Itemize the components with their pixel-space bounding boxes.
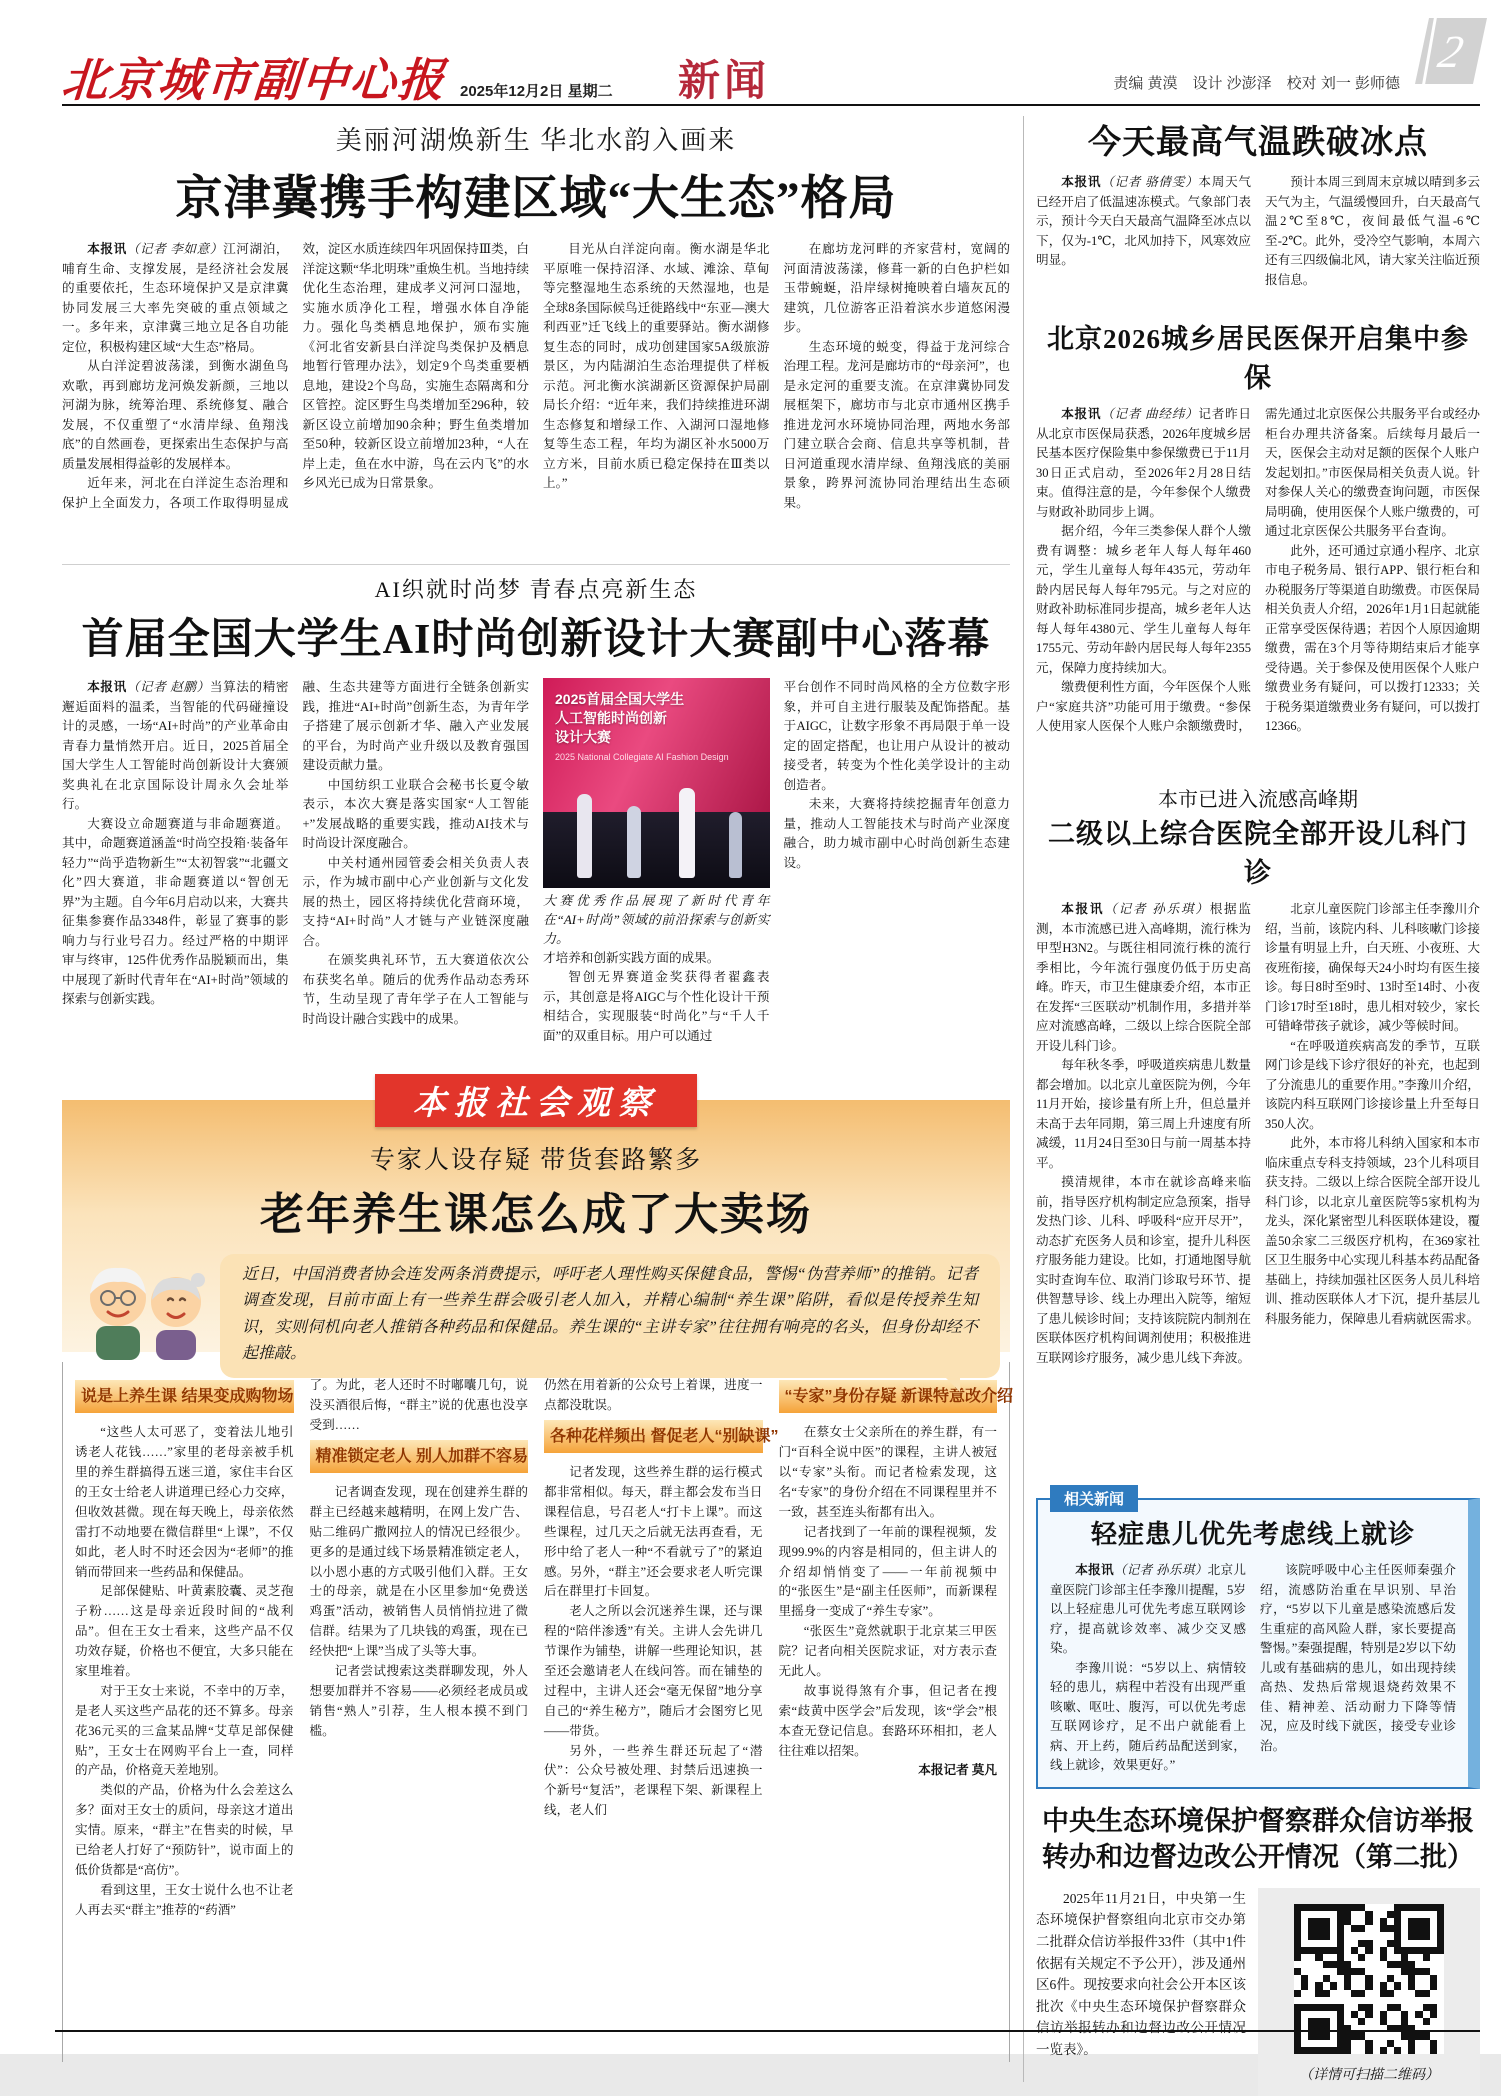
lead-paragraph: 近年来，河北在白洋淀生态治理和保护上全面发力，各项工作取得明显成效，淀区水质连续四年巩固保持Ⅲ类，白洋淀这颗“华北明珠”重焕生机。当地持续优化生态治理，建成孝义河河口湿地，实施水质净化工程，增强水体自净能力。强化鸟类栖息地保护，颁布实施《河北省安新县白洋淀鸟类保护及栖息地暂行管理办法》，划定9个鸟类重要栖息地，建设2个鸟岛，实施生态隔离和分区管控。淀区野生鸟类增加至296种，较新区设立前增加90余种；野生鱼类增加至50种，较新区设立前增加23种，“人在岸上走，鱼在水中游，鸟在云内飞”的水乡风光已成为日常景象。 [62, 242, 529, 510]
flu-paragraph: 此外，本市将儿科纳入国家和本市临床重点专科支持领域，23个儿科项目获支持。二级以上综合医院全部开设儿科门诊，以北京儿童医院等5家机构为龙头，深化紧密型儿科医联体建设，覆盖50余家二三级医疗机构，在369家社区卫生服务中心实现儿科基本药品配备基础上，持续加强社区医务人员儿科培训、推动医联体人才下沉，提升基层儿科服务能力，保障患儿看病就医需求。 [1265, 1136, 1480, 1326]
qr-panel [1258, 1888, 1480, 2096]
photo-screen-line3: 设计大赛 [555, 728, 611, 745]
observer-continued-text: 了。为此，老人还时不时嘟囔几句，说没买酒很后悔，“群主”说的优惠也没享受到…… [309, 1378, 528, 1432]
flu-body [1036, 900, 1480, 1466]
byline-reporter: （记者 赵鹏） [126, 680, 210, 694]
medicare-first-paragraph: 记者昨日从北京市医保局获悉，2026年度城乡居民基本医疗保险集中参保缴费已于11月30日正式启动，至2026年2月28日结束。值得注意的是，今年参保个人缴费与财政补助同步上调。 [1036, 407, 1251, 519]
ai-paragraph: 智创无界赛道金奖获得者翟鑫表示，其创意是将AIGC与个性化设计干预相结合，实现服装“时尚化”与“千人千面”的双重目标。用户可以通过 [543, 970, 770, 1043]
observer-subhead-2: 精准锁定老人 别人加群不容易 [310, 1440, 529, 1473]
byline-agency: 本报讯 [1061, 902, 1105, 916]
photo-caption: 大赛优秀作品展现了新时代青年在“AI+时尚”领域的前沿探索与创新实力。 [543, 893, 770, 946]
section-title: 新闻 [678, 59, 771, 105]
observer-column-2 [310, 1376, 529, 2048]
lead-body [62, 240, 1010, 552]
inspection-headline-line2: 转办和边督边改公开情况（第二批） [1042, 1842, 1474, 1873]
byline-reporter: （记者 曲经纬） [1101, 407, 1199, 421]
medicare-paragraph: 此外，还可通过京通小程序、北京市电子税务局、银行APP、银行柜台和办税服务厅等渠道自助缴费。市医保局相关负责人介绍，2026年1月1日起就能正常享受医保待遇；若因个人原因逾期缴费，需在3个月等待期结束后才能享受待遇。关于参保及使用医保个人账户缴费业务有疑问，可以拨打12333；关于税务渠道缴费业务有疑问，可以拨打12366。 [1265, 543, 1480, 734]
photo-screen-line1: 2025首届全国大学生 [555, 691, 685, 707]
ai-column-1 [62, 678, 289, 1070]
ai-article [62, 573, 1010, 1070]
weather-body [1036, 173, 1480, 301]
observer-banner: 本报社会观察 [375, 1074, 697, 1127]
lead-first-paragraph: 江河湖泊，哺育生命、支撑发展，是经济社会发展的重要依托，生态环境保护又是京津冀协同发展三大率先突破的重点领域之一。多年来，京津冀三地立足各自功能定位，积极构建区域“大生态”格局。 [62, 242, 289, 354]
observer-column-3 [544, 1376, 779, 2048]
observer-column-1 [75, 1376, 294, 2048]
observer-paragraph: 对于王女士来说，不幸中的万幸，是老人买这些产品花的还不算多。母亲花36元买的三盒某品牌“艾草足部保健贴”，王女士在网购平台上一查，同样的产品，价格竟天差地别。 [75, 1683, 294, 1778]
observer-column-4 [778, 1376, 1013, 2048]
lead-paragraph: 在廊坊龙河畔的齐家营村，宽阔的河面清波荡漾，修葺一新的白色护栏如玉带蜿蜒，沿岸绿树掩映着白墙灰瓦的建筑，几位游客正沿着滨水步道悠闲漫步。 [783, 242, 1010, 335]
observer-paragraph: 看到这里，王女士说什么也不让老人再去买“群主”推荐的“药酒” [75, 1882, 294, 1917]
byline-reporter: （记者 骆倩雯） [1101, 175, 1199, 189]
inspection-paragraph: 2025年11月21日，中央第一生态环境保护督察组向北京市交办第二批群众信访举报件33件（其中1件依据有关规定不予公开），涉及通州区6件。现按要求向社会公开本区该批次《中央生态环境保护督察群众信访举报转办和边督边改公开情况一览表》。 [1036, 1890, 1246, 2058]
ai-column-2 [303, 678, 530, 1070]
flu-headline: 二级以上综合医院全部开设儿科门诊 [1048, 819, 1468, 888]
society-observer-section [62, 1086, 1013, 2062]
lead-kicker: 美丽河湖焕新生 华北水韵入画来 [335, 126, 737, 155]
observer-paragraph: “张医生”竟然就职于北京某三甲医院？记者向相关医院求证，对方表示查无此人。 [778, 1624, 997, 1678]
medicare-body [1036, 405, 1480, 757]
observer-headline: 老年养生课怎么成了大卖场 [260, 1190, 812, 1239]
observer-paragraph: 另外，一些养生群还玩起了“潜伏”：公众号被处理、封禁后迅速换一个新号“复活”，老课程下架、新课程上线，老人们 [544, 1743, 763, 1818]
ai-continued-text: 才培养和创新实践方面的成果。 [543, 950, 720, 965]
observer-header [62, 1086, 1010, 1363]
masthead [59, 0, 1480, 106]
byline-reporter: （记者 李如意） [126, 242, 224, 256]
ai-first-paragraph: 当算法的精密邂逅面料的温柔，当智能的代码碰撞设计的灵感，一场“AI+时尚”的产业革命由青春力量悄然开启。近日，2025首届全国大学生人工智能时尚创新设计大赛颁奖典礼在北京国际设计周永久会址举行。 [62, 680, 289, 812]
byline-agency: 本报讯 [1075, 1563, 1114, 1577]
ai-column-3-text [543, 949, 770, 1047]
observer-paragraph: 类似的产品，价格为什么会差这么多？面对王女士的质问，母亲这才道出实情。原来，“群主”在售卖的时候，早已给老人打好了“预防针”，说市面上的低价货都是“高仿”。 [75, 1783, 294, 1877]
ai-continued-text: 平台创作不同时尚风格的全方位数字形象，并可自主进行服装及配饰搭配。基于AIGC，让数字形象不再局限于单一设定的固定搭配，也让用户从设计的被动接受者，转变为个性化美学设计的主动创造者。 [783, 680, 1010, 792]
related-paragraph: 该院呼吸中心主任医师秦强介绍，流感防治重在早识别、早治疗，“5岁以下儿童是感染流感后发生重症的高风险人群，家长要提高警惕。”秦强提醒，特别是2岁以下幼儿或有基础病的患儿，如出现持续高热、发热后常规退烧药效果不佳、精神差、活动耐力下降等情况，应及时线下就医，接受专业诊治。 [1260, 1563, 1456, 1753]
observer-continued-text: 仍然在用着新的公众号上着课，进度一点都没耽误。 [544, 1378, 763, 1412]
page-number: 2 [1434, 25, 1468, 77]
weather-first-paragraph: 本周天气已经开启了低温速冻模式。气象部门表示，预计今天白天最高气温降至冰点以下，仅为-1℃，北风加持下，风寒效应明显。 [1036, 175, 1251, 268]
observer-paragraph: 故事说得煞有介事，但记者在搜索“歧黄中医学会”后发现，该“学会”根本查无登记信息。套路环环相扣，老人往往难以招架。 [778, 1683, 997, 1758]
observer-subhead-4: “专家”身份存疑 新课特意改介绍 [779, 1380, 998, 1413]
model-silhouette [679, 788, 695, 878]
related-headline: 轻症患儿优先考虑线上就诊 [1090, 1520, 1415, 1549]
ai-paragraph: 中国纺织工业联合会秘书长夏令敏表示，本次大赛是落实国家“人工智能+”发展战略的重要实践，推动AI技术与时尚设计深度融合。 [302, 777, 529, 851]
ai-paragraph: 未来，大赛将持续挖掘青年创意力量，推动人工智能技术与时尚产业深度融合，助力城市副中心时尚创新生态建设。 [783, 797, 1010, 870]
byline-reporter: （记者 孙乐琪） [1113, 1563, 1208, 1577]
elderly-couple-icon [72, 1254, 220, 1367]
page-number-badge [1415, 18, 1487, 84]
observer-kicker: 专家人设存疑 带货套路繁多 [369, 1147, 703, 1174]
byline-reporter: （记者 孙乐琪） [1104, 902, 1210, 916]
byline-agency: 本报讯 [87, 680, 127, 694]
ai-headline: 首届全国大学生AI时尚创新设计大赛副中心落幕 [81, 617, 991, 663]
medicare-headline: 北京2026城乡居民医保开启集中参保 [1047, 324, 1469, 393]
weather-article [1036, 106, 1480, 307]
related-news-box [1036, 1491, 1480, 1789]
flu-paragraph: 北京儿童医院门诊部主任李豫川介绍，当前，该院内科、儿科咳嗽门诊接诊量有明显上升，白天班、小夜班、大夜班衔接，确保每天24小时均有医生接诊。每日8时至9时、13时至14时、小夜门诊17时至18时，患儿相对较少，家长可错峰带孩子就诊，减少等候时间。 [1265, 902, 1480, 1034]
flu-first-paragraph: 根据监测，本市流感已进入高峰期，流行株为甲型H3N2。与既往相同流行株的流行季相比，今年流行强度仍低于历史高峰。昨天，市卫生健康委介绍，本市正在发挥“三医联动”机制作用，多措并举应对流感高峰，二级以上综合医院全部开设儿科门诊。 [1036, 902, 1251, 1053]
lead-article [62, 106, 1010, 552]
inspection-notice [1036, 1803, 1480, 2096]
medicare-paragraph: 缴费便利性方面，今年医保个人账户“家庭共济”功能可用于缴费。“参保人使用家人医保个人账户余额缴费时，需先通过北京医保公共服务平台或经办柜台办理共济备案。后续每月最后一天，医保会主动对足额的医保个人账户发起划扣。”市医保局相关负责人说。针对参保人关心的缴费查询问题，市医保局明确，使用医保个人账户缴费的，可通过北京医保公共服务平台查询。 [1036, 407, 1480, 734]
ai-paragraph: 中关村通州园管委会相关负责人表示，作为城市副中心产业创新与文化发展的热土，园区将持续优化营商环境，支持“AI+时尚”人才链与产业链深度融合。 [302, 855, 529, 948]
ai-column-3 [543, 678, 770, 1070]
flu-paragraph: “在呼吸道疾病高发的季节，互联网门诊是线下诊疗很好的补充，也起到了分流患儿的重要作用。”李豫川介绍，该院内科互联网门诊接诊量上升至每日350人次。 [1265, 1038, 1480, 1131]
related-paragraph: 李豫川说：“5岁以上、病情较轻的患儿，病程中若没有出现严重咳嗽、呕吐、腹泻，可以优先考虑互联网诊疗，足不出户就能看上病、开上药，随后药品配送到家，线上就诊，效果更好。” [1050, 1660, 1246, 1773]
observer-intro: 近日，中国消费者协会连发两条消费提示，呼吁老人理性购买保健食品，警惕“伪营养师”的推销。记者调查发现，目前市面上有一些养生群会吸引老人加入，并精心编制“养生课”陷阱，看似是传授养生知识，实则伺机向老人推销各种药品和保健品。养生课的“主讲专家”往往拥有响亮的名头，但身份却经不起推敲。 [220, 1254, 1000, 1378]
ai-paragraph: 在颁奖典礼环节，五大赛道依次公布获奖名单。随后的优秀作品动态秀环节，生动呈现了青年学子在人工智能与时尚设计融合实践中的成果。 [302, 953, 529, 1026]
observer-subhead-1: 说是上养生课 结果变成购物场 [75, 1380, 294, 1413]
lead-paragraph: 生态环境的蜕变，得益于龙河综合治理工程。龙河是廊坊市的“母亲河”，也是永定河的重要支流。在京津冀协同发展框架下，廊坊市与北京市通州区携手推进龙河水环境协同治理，两地水务部门建立联合会商、信息共享等机制，昔日河道重现水清岸绿、鱼翔浅底的美丽景象，跨界河流协同治理结出生态硕果。 [783, 339, 1010, 510]
weather-headline: 今天最高气温跌破冰点 [1088, 125, 1428, 161]
lead-paragraph: 从白洋淀碧波荡漾，到衡水湖鱼鸟欢歌，再到廊坊龙河焕发新颜，三地以河湖为脉，统筹治理、系统修复、融合发展，不仅重塑了“水清岸绿、鱼翔浅底”的自然画卷，更探索出生态保护与高质量发展相得益彰的发展样本。 [62, 359, 289, 471]
related-body [1050, 1561, 1456, 1777]
model-silhouette [729, 812, 742, 878]
model-silhouette [577, 794, 592, 878]
observer-paragraph: 在蔡女士父亲所在的养生群，有一门“百科全说中医”的课程，主讲人被冠以“专家”头衔。而记者检索发现，这名“专家”的身份介绍在不同课程里并不一致，甚至连头衔都有出入。 [778, 1425, 997, 1519]
medicare-article [1036, 307, 1480, 763]
observer-column-4-text [779, 1423, 998, 1761]
observer-paragraph: 记者尝试搜索这类群聊发现，外人想要加群并不容易——必须经老成员或销售“熟人”引荐，生人根本摸不到门槛。 [309, 1663, 528, 1738]
byline-agency: 本报讯 [87, 242, 127, 256]
runway-photo [543, 678, 770, 888]
weather-paragraph: 预计本周三到周末京城以晴到多云天气为主，气温缓慢回升，白天最高气温2℃至8℃，夜间最低气温-6℃至-2℃。此外，受冷空气影响，本周六还有三四级偏北风，请大家关注临近预报信息。 [1265, 175, 1480, 287]
observer-subhead-3: 各种花样频出 督促老人“别缺课” [544, 1420, 763, 1453]
medicare-paragraph: 据介绍，今年三类参保人群个人缴费有调整：城乡老年人每人每年460元，学生儿童每人每年435元，劳动年龄内居民每人每年795元。与之对应的财政补助标准同步提高，城乡老年人达每人每年4380元、学生儿童每人每年1755元、劳动年龄内居民每人每年2355元，保障力度持续加大。 [1036, 524, 1251, 675]
ai-kicker: AI织就时尚梦 青春点亮新生态 [374, 577, 698, 602]
lead-paragraph: 目光从白洋淀向南。衡水湖是华北平原唯一保持沼泽、水域、滩涂、草甸等完整湿地生态系统的天然湿地，也是全球8条国际候鸟迁徙路线中“东亚—澳大利西亚”迁飞线上的重要驿站。衡水湖修复生态的同时，成功创建国家5A级旅游景区，为内陆湖泊生态治理提供了样板示范。河北衡水滨湖新区资源保护局副局长介绍：“近年来，我们持续推进环湖生态修复和增绿工作、入湖河口湿地修复等生态工程，年均为湖区补水5000万立方米，目前水质已稳定保持在Ⅲ类以上。” [543, 242, 770, 491]
reporter-signature: 本报记者 莫凡 [918, 1763, 997, 1778]
flu-paragraph: 摸清规律，本市在就诊高峰来临前，指导医疗机构制定应急预案，指导发热门诊、儿科、呼吸科“应开尽开”，动态扩充医务人员和诊室，提升儿科医疗服务能力建设。比如，打通地图导航实时查询车位、取消门诊取号环节、提供智慧导诊、线上办理出入院等，缩短了患儿候诊时间；支持该院院内制剂在医联体医疗机构间调剂使用；积极推进互联网诊疗服务，减少患儿线下奔波。 [1036, 1175, 1251, 1365]
related-first-paragraph: 北京儿童医院门诊部主任李豫川提醒，5岁以上轻症患儿可优先考虑互联网诊疗，提高就诊效率、减少交叉感染。 [1050, 1563, 1247, 1656]
ai-paragraph: 大赛设立命题赛道与非命题赛道。其中，命题赛道涵盖“时尚空投箱·装备年轻力”“尚乎造物新生”“太初智裳”“北疆文化”四大赛道，非命题赛道以“智创无界”为主题。自今年6月启动以来，大赛共征集参赛作品3348件，彰显了赛事的影响力与行业号召力。经过严格的中期评审与终审，125件优秀作品脱颖而出，集中展现了新时代青年在“AI+时尚”领域的探索与创新实践。 [62, 816, 289, 1007]
photo-screen-line2: 人工智能时尚创新 [555, 709, 667, 726]
issue-date: 2025年12月2日 星期二 [460, 83, 613, 100]
staff-credits: 责编 黄漠 设计 沙澎泽 校对 刘一 彭师德 [1113, 75, 1400, 92]
observer-paragraph: 记者找到了一年前的课程视频，发现99.9%的内容是相同的，但主讲人的介绍却悄悄变了——一年前视频中的“张医生”是“副主任医师”，而新课程里摇身一变成了“养生专家”。 [778, 1524, 997, 1619]
column-rule [1023, 116, 1024, 2082]
observer-paragraph: “这些人太可恶了，变着法儿地引诱老人花钱……”家里的老母亲被手机里的养生群搞得五迷三道，家住丰台区的王女士给老人讲道理已经心力交瘁，但收效甚微。现在每天晚上，母亲依然雷打不动地要在微信群里“上课”，不仅如此，老人时不时还会因为“老师”的推销而带回来一些药品和保健品。 [75, 1425, 294, 1579]
section-divider [62, 564, 1010, 565]
ai-continued-text: 融、生态共建等方面进行全链条创新实践，推进“AI+时尚”创新生态，为青年学子搭建了展示创新才华、融入产业发展的平台，为时尚产业升级以及教育强国建设贡献力量。 [302, 680, 529, 773]
byline-agency: 本报讯 [1061, 175, 1102, 189]
lead-headline: 京津冀携手构建区域“大生态”格局 [175, 173, 897, 225]
qr-caption: （详情可扫描二维码） [1299, 2067, 1439, 2083]
observer-paragraph: 记者调查发现，现在创建养生群的群主已经越来越精明，在网上发广告、贴二维码广撒网拉人的情况已经很少。更多的是通过线下场景精准锁定老人，以小恩小惠的方式吸引他们入群。王女士的母亲，就是在小区里参加“免费送鸡蛋”活动，被销售人员悄悄拉进了微信群。结果为了几块钱的鸡蛋，现在已经快把“上课”当成了头等大事。 [309, 1484, 528, 1659]
observer-paragraph: 足部保健贴、叶黄素胶囊、灵芝孢子粉……这是母亲近段时间的“战利品”。但在王女士看来，这些产品不仅功效存疑，价格也不便宜，大多只能在家里堆着。 [75, 1584, 294, 1678]
observer-paragraph: 老人之所以会沉迷养生课，还与课程的“陪伴渗透”有关。主讲人会先讲几节课作为铺垫，讲解一些理论知识，甚至还会邀请老人在线问答。而在铺垫的过程中，主讲人还会“毫无保留”地分享自己的“养生秘方”，随后才会图穷匕见——带货。 [544, 1604, 763, 1738]
newspaper-title: 北京城市副中心报 [59, 55, 448, 106]
led-screen [543, 678, 770, 812]
ai-column-4 [784, 678, 1011, 1070]
flu-article [1036, 763, 1480, 1472]
related-news-label: 相关新闻 [1050, 1485, 1138, 1512]
model-silhouette [627, 806, 641, 878]
byline-agency: 本报讯 [1061, 407, 1102, 421]
observer-paragraph: 记者发现，这些养生群的运行模式都非常相似。每天，群主都会发布当日课程信息，号召老人“打卡上课”。而这些课程，过几天之后就无法再查看，无形中给了老人一种“不看就亏了”的紧迫感。另外，“群主”还会要求老人听完课后在群里打卡回复。 [544, 1465, 763, 1599]
inspection-headline-line1: 中央生态环境保护督察群众信访举报 [1042, 1806, 1474, 1836]
flu-kicker: 本市已进入流感高峰期 [1158, 789, 1358, 811]
bottom-rule [55, 2030, 1480, 2032]
flu-paragraph: 每年秋冬季，呼吸道疾病患儿数量都会增加。以北京儿童医院为例，今年11月开始，接诊量有所上升，但总量并未高于去年同期，第三周上升速度有所减缓，11月24日至30日与前一周基本持平。 [1036, 1058, 1251, 1170]
photo-screen-subline: 2025 National Collegiate AI Fashion Design [555, 751, 729, 762]
